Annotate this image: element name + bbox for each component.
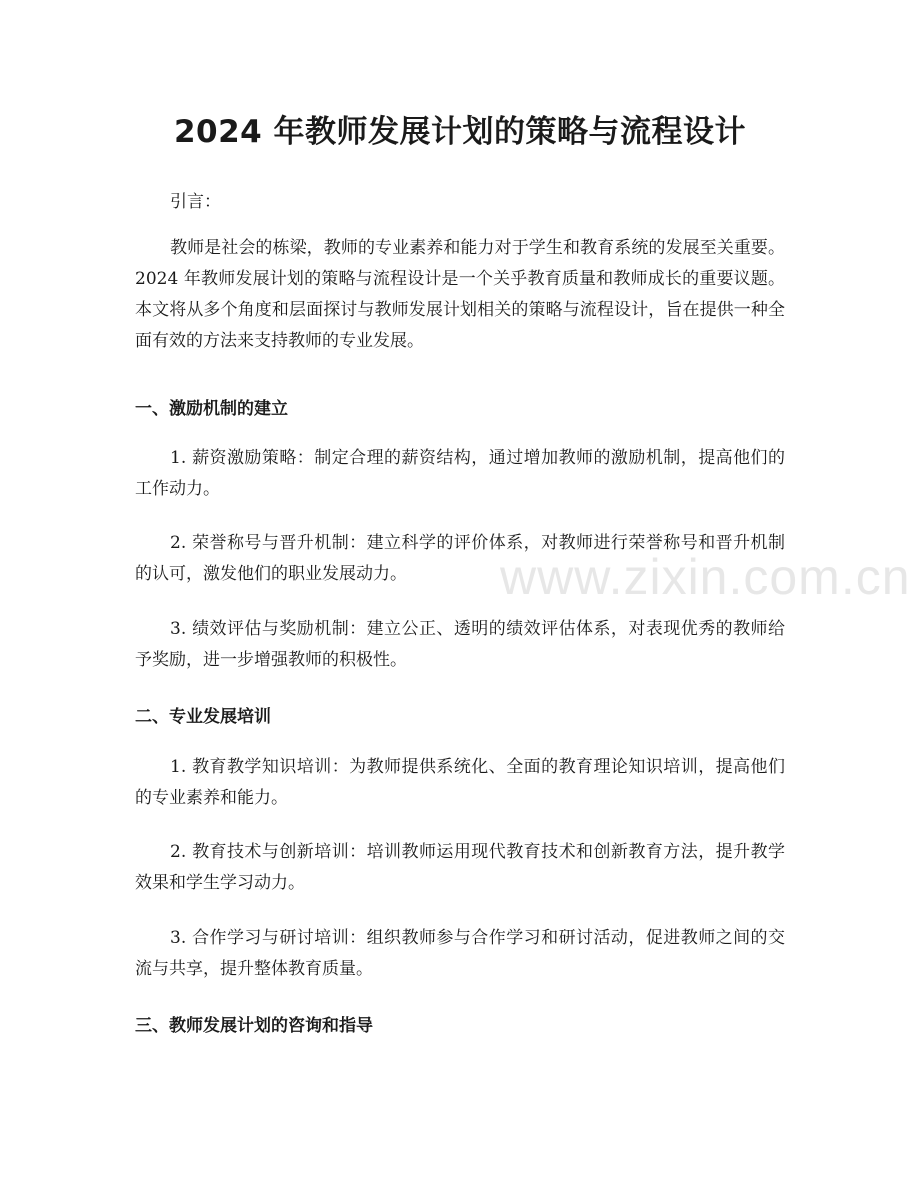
section-heading-2: 二、专业发展培训: [135, 707, 271, 727]
watermark: www.zixin.com.cn: [500, 549, 911, 605]
section-1-item-3: 3. 绩效评估与奖励机制：建立公正、透明的绩效评估体系，对表现优秀的教师给予奖励，进一步增强教师的积极性。: [135, 619, 785, 670]
section-2-item-1: 1. 教育教学知识培训：为教师提供系统化、全面的教育理论知识培训，提高他们的专业素养和能力。: [135, 757, 785, 808]
section-1-item-1: 1. 薪资激励策略：制定合理的薪资结构，通过增加教师的激励机制，提高他们的工作动力。: [135, 448, 785, 499]
section-1-item-2: 2. 荣誉称号与晋升机制：建立科学的评价体系，对教师进行荣誉称号和晋升机制的认可，激发他们的职业发展动力。: [135, 533, 785, 584]
document-title: 2024 年教师发展计划的策略与流程设计: [173, 114, 747, 150]
section-heading-1: 一、激励机制的建立: [135, 399, 288, 419]
intro-paragraph: 教师是社会的栋梁，教师的专业素养和能力对于学生和教育系统的发展至关重要。2024 年教师发展计划的策略与流程设计是一个关乎教育质量和教师成长的重要议题。本文将从多个角度和层面探讨与教师发展计划相关的策略与流程设计，旨在提供一种全面有效的方法来支持教师的专业发展。: [135, 238, 785, 351]
section-heading-3: 三、教师发展计划的咨询和指导: [135, 1016, 373, 1036]
section-2-item-3: 3. 合作学习与研讨培训：组织教师参与合作学习和研讨活动，促进教师之间的交流与共享，提升整体教育质量。: [135, 928, 785, 979]
section-2-item-2: 2. 教育技术与创新培训：培训教师运用现代教育技术和创新教育方法，提升教学效果和学生学习动力。: [135, 842, 785, 893]
intro-label: 引言：: [170, 192, 221, 212]
